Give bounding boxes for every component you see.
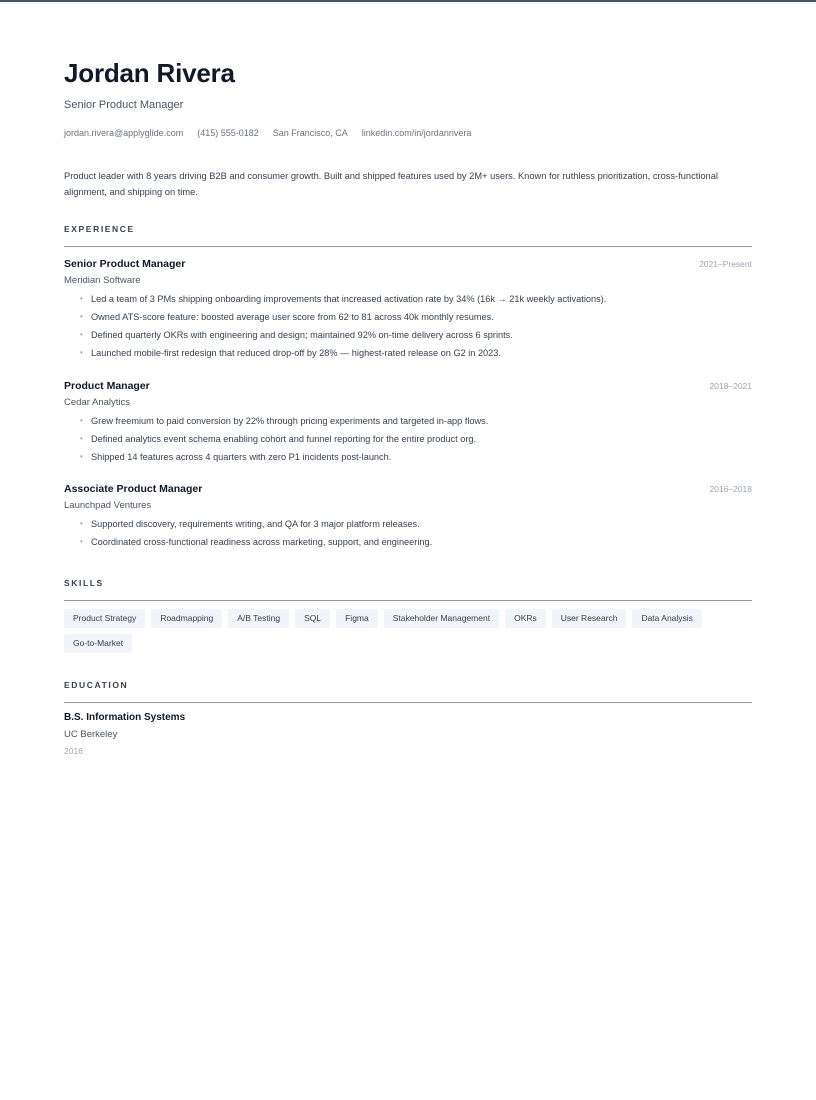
top-accent-bar <box>0 0 816 2</box>
section-heading-education: EDUCATION <box>64 679 752 703</box>
candidate-name: Jordan Rivera <box>64 58 235 88</box>
job-bullets <box>64 412 752 466</box>
summary-paragraph: Product leader with 8 years driving B2B and consumer growth. Built and shipped features used by 2M+ users. Known for ruthless prioritization, cross-functional alignment, and shipping on time. <box>64 171 718 197</box>
contact-phone[interactable]: (415) 555-0182 <box>197 128 259 138</box>
contact-email[interactable]: jordan.rivera@applyglide.com <box>64 128 184 138</box>
experience-entry <box>64 379 752 466</box>
bullet-item: • Grew freemium to paid conversion by 22% through pricing experiments and targeted in-app flows. <box>64 412 752 430</box>
job-company: Meridian Software <box>64 275 141 286</box>
job-company: Launchpad Ventures <box>64 500 152 511</box>
bullet-item: • Defined quarterly OKRs with engineering and design; maintained 92% on-time delivery across 6 sprints. <box>64 326 752 344</box>
bullet-item: • Supported discovery, requirements writing, and QA for 3 major platform releases. <box>64 515 752 533</box>
edu-year: 2016 <box>64 746 83 756</box>
job-role: Product Manager <box>64 380 150 392</box>
bullet-item: • Defined analytics event schema enabling cohort and funnel reporting for the entire product org. <box>64 430 752 448</box>
contact-row <box>64 127 471 139</box>
skill-chip: SQL <box>295 609 330 628</box>
experience-entry <box>64 257 752 362</box>
contact-location: San Francisco, CA <box>272 128 348 138</box>
skill-chip: Roadmapping <box>151 609 222 628</box>
skill-chip: Data Analysis <box>632 609 702 628</box>
experience-entry <box>64 482 752 551</box>
skill-chip: User Research <box>552 609 627 628</box>
bullet-item: • Launched mobile-first redesign that reduced drop-off by 28% — highest-rated release on G2 in 2023. <box>64 344 752 362</box>
job-bullets <box>64 515 752 551</box>
bullet-item: • Shipped 14 features across 4 quarters with zero P1 incidents post-launch. <box>64 448 752 466</box>
job-dates: 2018–2021 <box>709 381 752 391</box>
job-bullets <box>64 290 752 362</box>
section-heading-skills: SKILLS <box>64 577 752 601</box>
skills-list <box>64 609 752 653</box>
edu-school: UC Berkeley <box>64 729 118 740</box>
skill-chip: A/B Testing <box>228 609 289 628</box>
section-heading-experience: EXPERIENCE <box>64 223 752 247</box>
job-dates: 2021–Present <box>699 259 752 269</box>
skill-chip: Stakeholder Management <box>384 609 499 628</box>
education-entry <box>64 711 185 757</box>
skill-chip: Figma <box>336 609 378 628</box>
job-role: Senior Product Manager <box>64 258 186 270</box>
contact-linkedin[interactable]: linkedin.com/in/jordanrivera <box>361 128 472 138</box>
edu-degree: B.S. Information Systems <box>64 712 186 723</box>
job-dates: 2016–2018 <box>709 484 752 494</box>
skill-chip: Go-to-Market <box>64 634 132 653</box>
bullet-item: • Led a team of 3 PMs shipping onboarding improvements that increased activation rate by 34% (16k → 21k weekly activations). <box>64 290 752 308</box>
bullet-item: • Coordinated cross-functional readiness across marketing, support, and engineering. <box>64 533 752 551</box>
job-role: Associate Product Manager <box>64 483 203 495</box>
skill-chip: Product Strategy <box>64 609 145 628</box>
skill-chip: OKRs <box>505 609 546 628</box>
job-company: Cedar Analytics <box>64 397 131 408</box>
candidate-title: Senior Product Manager <box>64 99 184 111</box>
bullet-item: • Owned ATS-score feature: boosted average user score from 62 to 81 across 40k monthly resumes. <box>64 308 752 326</box>
